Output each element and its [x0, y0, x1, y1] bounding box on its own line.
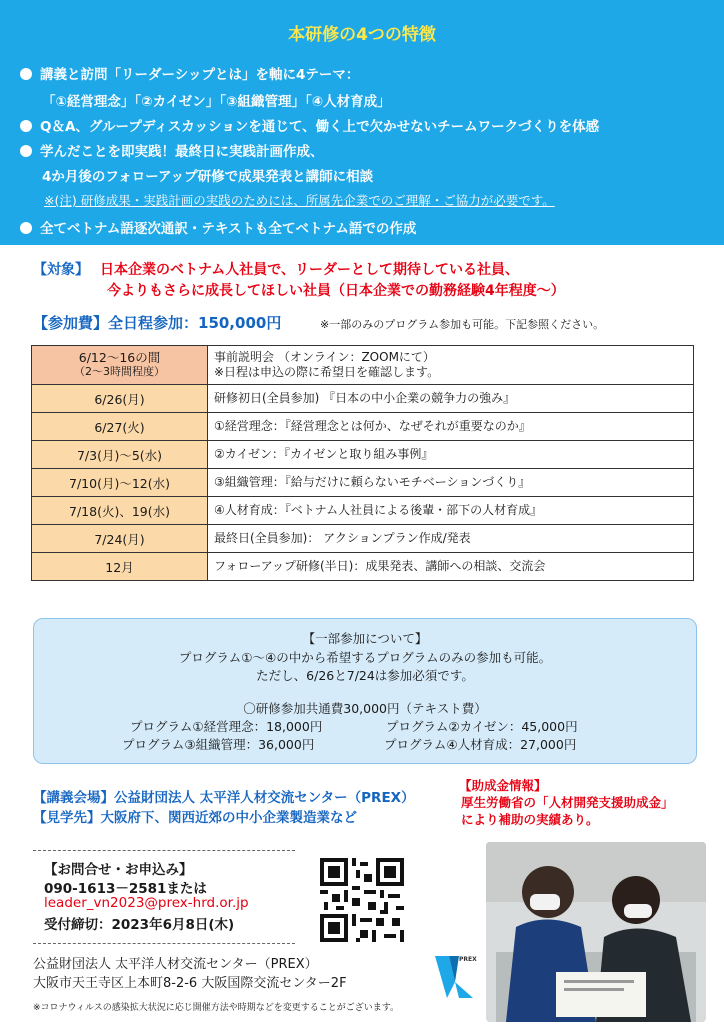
footer-note: ※コロナウィルスの感染拡大状況に応じ開催方法や時期などを変更することがございます。	[33, 1003, 400, 1013]
org-address: 大阪市天王寺区上本町8-2-6 大阪国際交流センター2F	[33, 976, 347, 991]
subsidy-line-1: 厚生労働省の「人材開発支援助成金」	[461, 795, 674, 810]
subsidy-title: 【助成金情報】	[459, 778, 547, 793]
schedule-content: 研修初日(全員参加) 『日本の中小企業の競争力の強み』	[208, 385, 694, 413]
contact-email[interactable]: leader_vn2023@prex-hrd.or.jp	[44, 895, 249, 911]
target-line-1: 日本企業のベトナム人社員で、リーダーとして期待している社員、	[100, 262, 520, 278]
feature-item-1-sub: 「①経営理念」「②カイゼン」「③組織管理」「④人材育成」	[42, 94, 391, 110]
table-row	[32, 441, 694, 469]
partial-title: 【一部参加について】	[302, 631, 428, 646]
training-photo	[486, 842, 706, 1022]
divider	[33, 943, 295, 944]
bullet-icon	[20, 145, 32, 157]
table-row	[32, 497, 694, 525]
schedule-content: ②カイゼン：『カイゼンと取り組み事例』	[208, 441, 694, 469]
partial-line-1: プログラム①～④の中から希望するプログラムのみの参加も可能。	[178, 650, 552, 665]
org-name: 公益財団法人 太平洋人材交流センター（PREX）	[33, 957, 318, 972]
bullet-icon	[20, 120, 32, 132]
target-line-2: 今よりもさらに成長してほしい社員（日本企業での勤務経験4年程度～）	[107, 283, 565, 299]
program-price-3: プログラム③組織管理：36,000円	[122, 737, 315, 752]
schedule-date: 7/18(火)、19(水)	[32, 497, 208, 525]
table-row	[32, 385, 694, 413]
program-price-4: プログラム④人材育成：27,000円	[384, 737, 577, 752]
program-price-2: プログラム②カイゼン：45,000円	[386, 719, 578, 734]
contact-phone: 090-1613－2581または	[44, 881, 207, 897]
partial-line-2: ただし、6/26と7/24は参加必須です。	[256, 668, 474, 683]
subsidy-line-2: により補助の実績あり。	[461, 812, 599, 827]
feature-item-3-sub: 4か月後のフォローアップ研修で成果発表と講師に相談	[42, 169, 374, 185]
fee-label: 【参加費】全日程参加：150,000円	[33, 314, 282, 332]
schedule-date: 6/26(月)	[32, 385, 208, 413]
bullet-icon	[20, 68, 32, 80]
schedule-content: ③組織管理：『給与だけに頼らないモチベーションづくり』	[208, 469, 694, 497]
schedule-content: ④人材育成：『ベトナム人社員による後輩・部下の人材育成』	[208, 497, 694, 525]
divider	[33, 850, 295, 851]
feature-item-1: 講義と訪問「リーダーシップとは」を軸に4テーマ：	[20, 63, 359, 83]
feature-note: ※(注) 研修成果・実践計画の実践のためには、所属先企業でのご理解・ご協力が必要です。	[44, 193, 555, 208]
fee-note: ※一部のみのプログラム参加も可能。下記参照ください。	[320, 318, 605, 331]
qr-code-icon[interactable]	[316, 854, 408, 946]
schedule-date: 12月	[32, 553, 208, 581]
target-label: 【対象】	[33, 262, 89, 278]
features-panel	[0, 0, 724, 245]
schedule-content: フォローアップ研修(半日)：成果発表、講師への相談、交流会	[208, 553, 694, 581]
table-row	[32, 413, 694, 441]
schedule-date: 7/24(月)	[32, 525, 208, 553]
contact-title: 【お問合せ・お申込み】	[44, 862, 193, 878]
schedule-date: 6/27(火)	[32, 413, 208, 441]
feature-item-4: 全てベトナム語逐次通訳・テキストも全てベトナム語での作成	[20, 217, 416, 237]
venue-lecture: 【講義会場】公益財団法人 太平洋人材交流センター（PREX）	[33, 790, 415, 806]
feature-item-3: 学んだことを即実践！最終日に実践計画作成、	[20, 140, 324, 160]
contact-deadline: 受付締切：2023年6月8日(木)	[44, 917, 235, 933]
table-row	[32, 553, 694, 581]
schedule-date: 6/12～16の間 （2～3時間程度）	[32, 346, 208, 385]
features-title: 本研修の4つの特徴	[288, 25, 436, 45]
partial-participation-box	[33, 618, 697, 764]
schedule-table	[31, 345, 694, 581]
feature-item-2: Q＆A、グループディスカッションを通じて、働く上で欠かせないチームワークづくりを体感	[20, 115, 599, 135]
schedule-date: 7/10(月)～12(水)	[32, 469, 208, 497]
partial-common-fee: 〇研修参加共通費30,000円（テキスト費）	[243, 701, 487, 716]
venue-visit: 【見学先】大阪府下、関西近郊の中小企業製造業など	[33, 810, 357, 826]
schedule-content: ①経営理念：『経営理念とは何か、なぜそれが重要なのか』	[208, 413, 694, 441]
table-row	[32, 525, 694, 553]
prex-logo-icon	[429, 948, 479, 1004]
bullet-icon	[20, 222, 32, 234]
logo-text: PREX	[459, 956, 477, 963]
schedule-content: 事前説明会 （オンライン：ZOOMにて） ※日程は申込の際に希望日を確認します。	[208, 346, 694, 385]
table-row	[32, 469, 694, 497]
schedule-content: 最終日(全員参加)： アクションプラン作成/発表	[208, 525, 694, 553]
table-row	[32, 346, 694, 385]
schedule-date: 7/3(月)～5(水)	[32, 441, 208, 469]
program-price-1: プログラム①経営理念：18,000円	[130, 719, 323, 734]
